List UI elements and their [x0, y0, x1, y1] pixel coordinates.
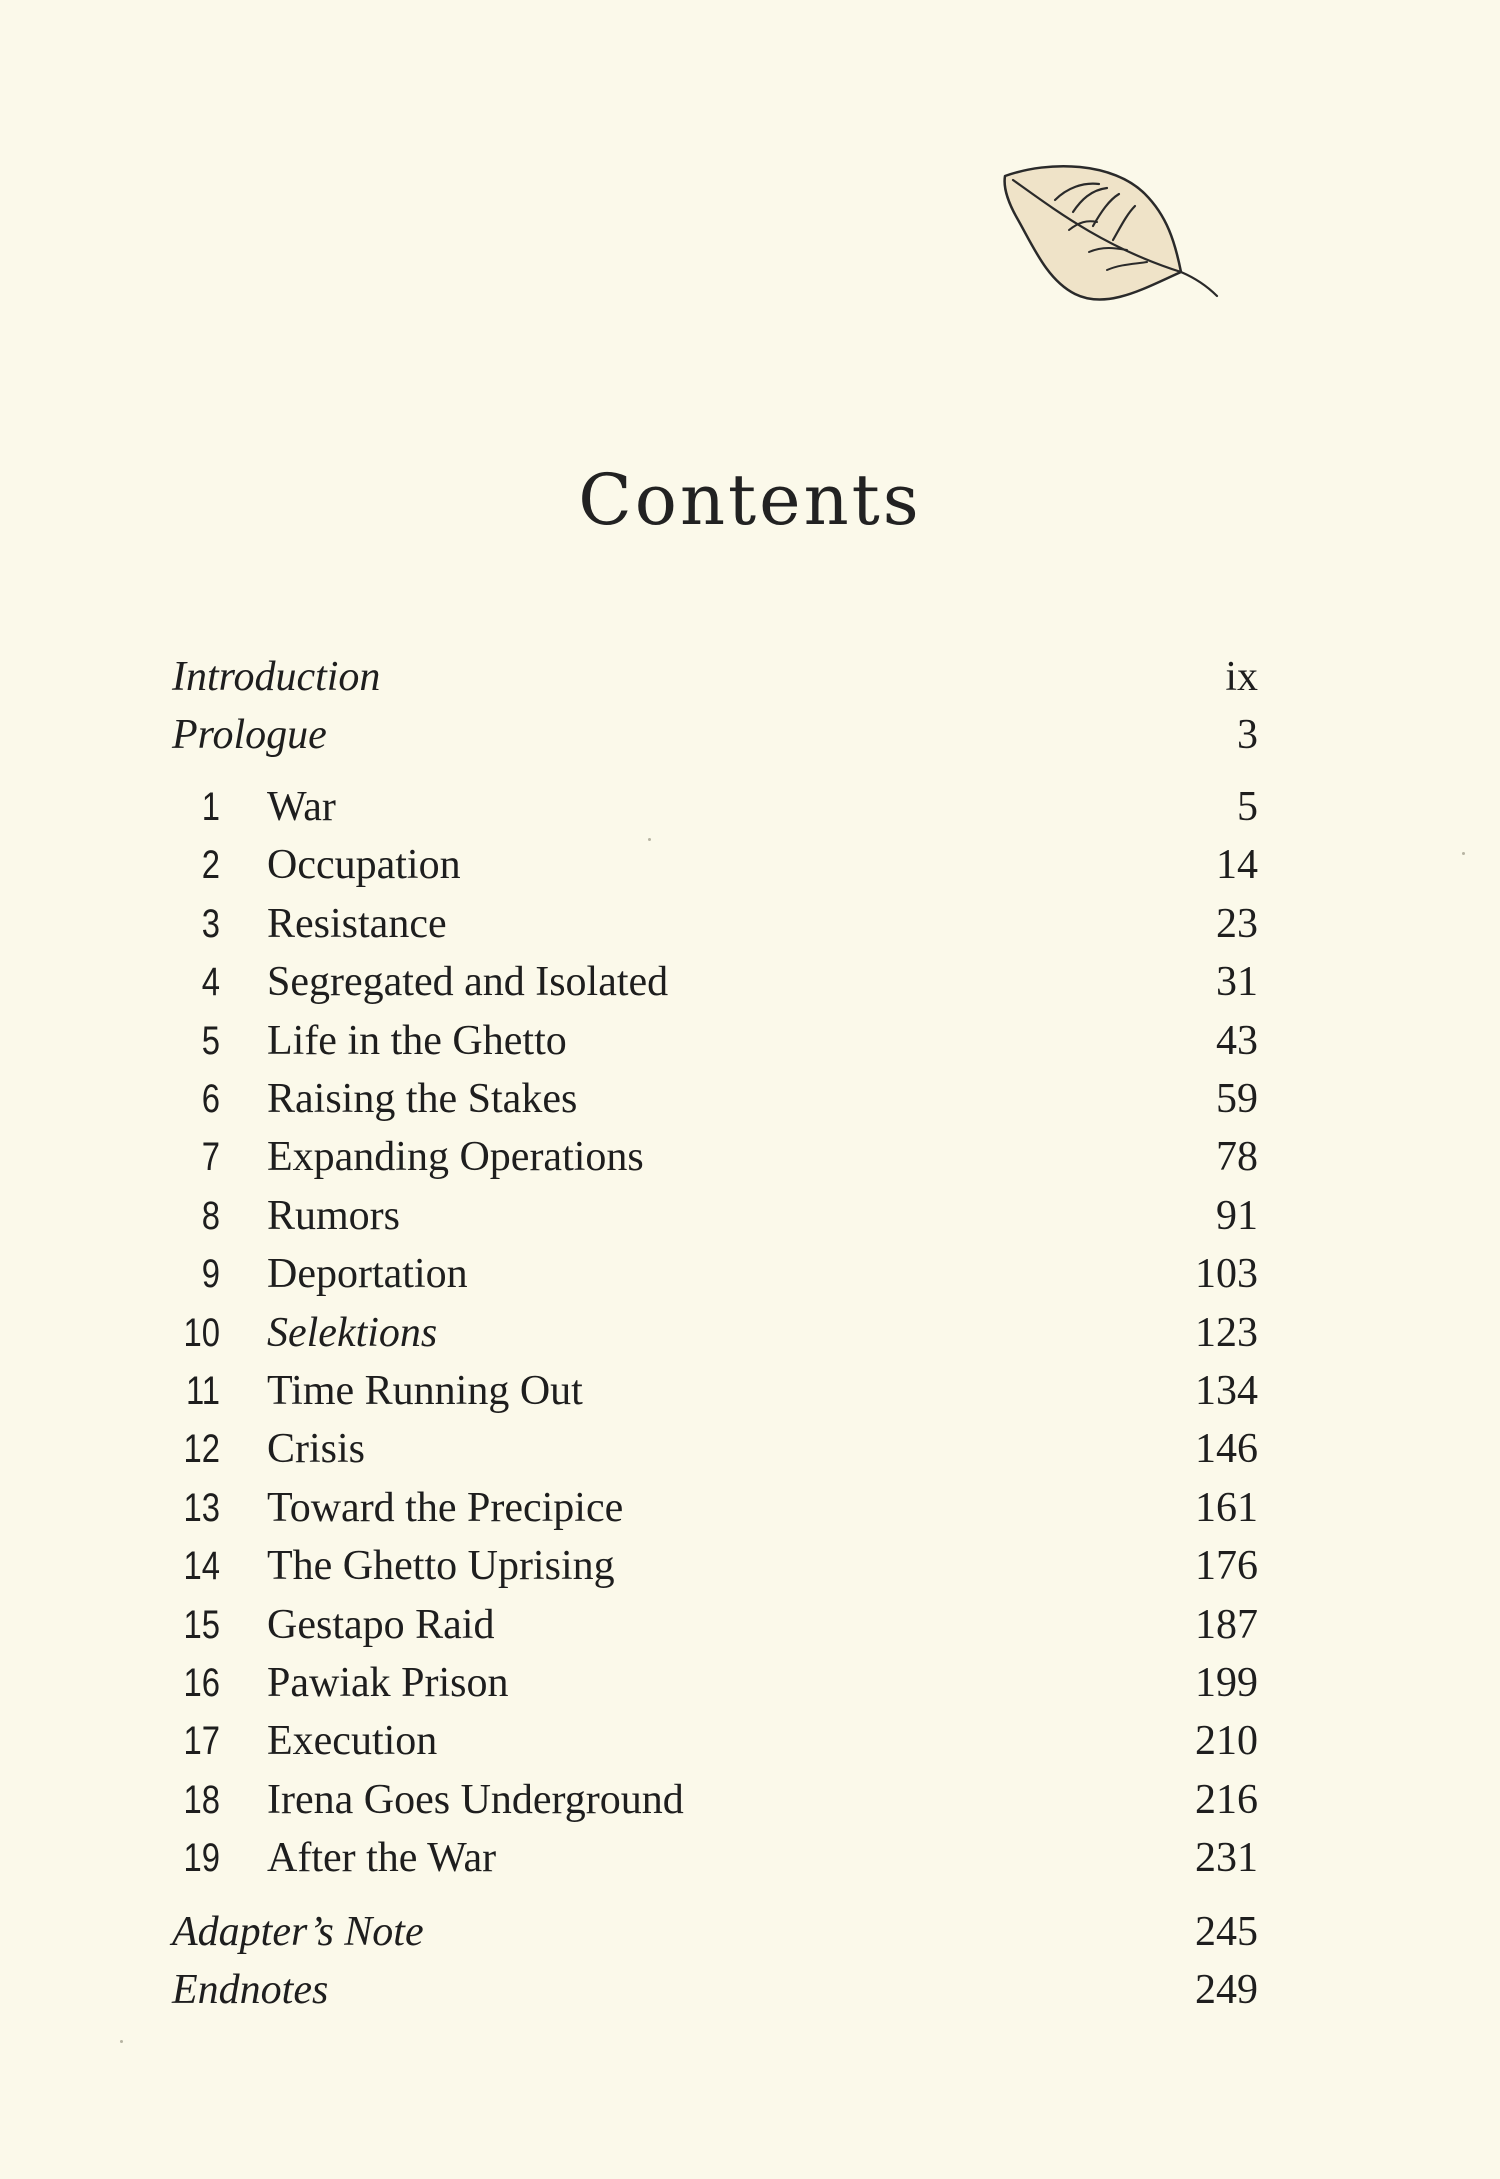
chapter-number: 10 [183, 1311, 220, 1355]
chapter-title: After the War [267, 1835, 497, 1881]
toc-entry [0, 953, 1500, 1011]
page-number: 3 [1237, 712, 1258, 758]
chapter-number: 17 [183, 1719, 220, 1763]
chapter-number: 1 [201, 785, 220, 829]
page-number: ix [1225, 654, 1258, 700]
toc-entry [0, 706, 1500, 764]
chapter-title: Selektions [267, 1310, 438, 1356]
page-number: 59 [1216, 1076, 1258, 1122]
chapter-title: Deportation [267, 1251, 468, 1297]
page-number: 210 [1195, 1718, 1258, 1764]
section-title: Adapter’s Note [172, 1909, 424, 1955]
toc-entry [0, 1771, 1500, 1829]
page-number: 5 [1237, 784, 1258, 830]
chapter-title: Expanding Operations [267, 1134, 644, 1180]
page-number: 187 [1195, 1602, 1258, 1648]
toc-entry [0, 1712, 1500, 1770]
chapter-title: Life in the Ghetto [267, 1018, 567, 1064]
page-number: 14 [1216, 842, 1258, 888]
chapter-title: Irena Goes Underground [267, 1777, 684, 1823]
toc-entry [0, 1245, 1500, 1303]
page-number: 231 [1195, 1835, 1258, 1881]
chapter-title: Execution [267, 1718, 438, 1764]
toc-entry [0, 1362, 1500, 1420]
chapter-number: 4 [201, 960, 220, 1004]
chapter-number: 11 [185, 1369, 220, 1413]
toc-entry [0, 1961, 1500, 2019]
page-number: 199 [1195, 1660, 1258, 1706]
chapter-number: 5 [201, 1019, 220, 1063]
paper-speck [1462, 852, 1465, 855]
page-number: 249 [1195, 1967, 1258, 2013]
chapter-title: Gestapo Raid [267, 1602, 495, 1648]
page-number: 134 [1195, 1368, 1258, 1414]
leaf-icon [995, 160, 1225, 320]
chapter-title: Time Running Out [267, 1368, 583, 1414]
section-title: Introduction [172, 654, 381, 700]
toc-entry [0, 1012, 1500, 1070]
toc-entry [0, 1596, 1500, 1654]
page-number: 216 [1195, 1777, 1258, 1823]
toc-entry [0, 1903, 1500, 1961]
toc-entry [0, 1187, 1500, 1245]
page-number: 31 [1216, 959, 1258, 1005]
toc-entry [0, 1304, 1500, 1362]
page-number: 176 [1195, 1543, 1258, 1589]
chapter-number: 19 [183, 1836, 220, 1880]
chapter-title: Toward the Precipice [267, 1485, 624, 1531]
chapter-title: War [267, 784, 336, 830]
section-title: Prologue [172, 712, 327, 758]
page-number: 78 [1216, 1134, 1258, 1180]
page-number: 123 [1195, 1310, 1258, 1356]
page-number: 23 [1216, 901, 1258, 947]
chapter-title: Occupation [267, 842, 461, 888]
page-number: 43 [1216, 1018, 1258, 1064]
chapter-number: 3 [201, 902, 220, 946]
chapter-number: 13 [183, 1486, 220, 1530]
page-number: 245 [1195, 1909, 1258, 1955]
toc-entry [0, 1479, 1500, 1537]
page-number: 161 [1195, 1485, 1258, 1531]
page-number: 103 [1195, 1251, 1258, 1297]
page-number: 146 [1195, 1426, 1258, 1472]
chapter-number: 14 [183, 1544, 220, 1588]
toc-entry [0, 1537, 1500, 1595]
toc-entry [0, 1070, 1500, 1128]
chapter-title: Raising the Stakes [267, 1076, 578, 1122]
toc-entry [0, 648, 1500, 706]
page-title: Contents [578, 458, 922, 541]
chapter-number: 7 [201, 1135, 220, 1179]
chapter-number: 2 [201, 843, 220, 887]
toc-entry [0, 1654, 1500, 1712]
toc-entry [0, 1829, 1500, 1887]
toc-entry [0, 1128, 1500, 1186]
toc-entry [0, 836, 1500, 894]
chapter-title: Segregated and Isolated [267, 959, 669, 1005]
chapter-number: 9 [201, 1252, 220, 1296]
chapter-number: 15 [183, 1603, 220, 1647]
chapter-number: 6 [201, 1077, 220, 1121]
chapter-number: 18 [183, 1778, 220, 1822]
chapter-title: Resistance [267, 901, 447, 947]
page-number: 91 [1216, 1193, 1258, 1239]
chapter-title: The Ghetto Uprising [267, 1543, 615, 1589]
toc-entry [0, 1420, 1500, 1478]
paper-speck [120, 2040, 123, 2043]
chapter-number: 16 [183, 1661, 220, 1705]
toc-entry [0, 895, 1500, 953]
chapter-number: 12 [183, 1427, 220, 1471]
chapter-title: Crisis [267, 1426, 366, 1472]
toc-entry [0, 778, 1500, 836]
paper-speck [648, 838, 651, 841]
chapter-number: 8 [201, 1194, 220, 1238]
section-title: Endnotes [172, 1967, 329, 2013]
chapter-title: Pawiak Prison [267, 1660, 509, 1706]
chapter-title: Rumors [267, 1193, 401, 1239]
